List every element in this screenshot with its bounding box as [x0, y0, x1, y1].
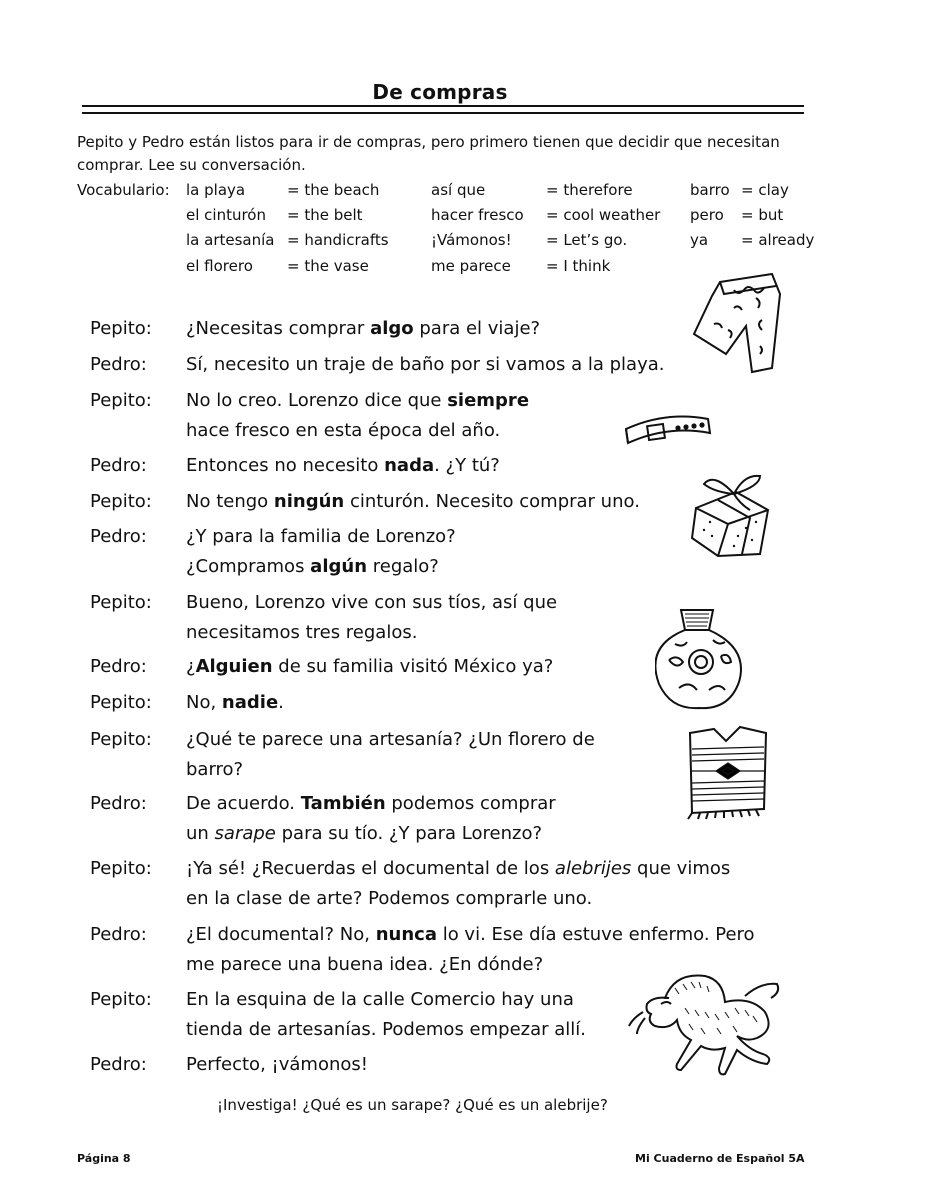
dialogue-line: barro? — [186, 759, 244, 780]
dialogue-line: ¿El documental? No, nunca lo vi. Ese día estuve enfermo. Pero — [186, 924, 755, 945]
dialogue-line: ¿Qué te parece una artesanía? ¿Un florero de — [186, 729, 595, 750]
emphasis-word: nada — [384, 455, 435, 476]
emphasis-word: siempre — [447, 390, 530, 411]
dialogue-line: hace fresco en esta época del año. — [186, 420, 501, 441]
dialogue-line: en la clase de arte? Podemos comprarle uno. — [186, 888, 593, 909]
dialogue-line: Perfecto, ¡vámonos! — [186, 1054, 368, 1075]
speaker-name: Pedro: — [90, 793, 147, 814]
speaker-name: Pepito: — [90, 989, 152, 1010]
speaker-name: Pedro: — [90, 526, 147, 547]
gift-icon — [690, 470, 772, 558]
dialogue-line: Sí, necesito un traje de baño por si vamos a la playa. — [186, 354, 665, 375]
title-rule-bottom — [82, 112, 804, 114]
speaker-name: Pedro: — [90, 1054, 147, 1075]
emphasis-word: ningún — [273, 491, 345, 512]
vocab-label: Vocabulario: — [77, 181, 170, 199]
emphasis-word: algún — [310, 556, 368, 577]
vocab-term: la playa — [186, 181, 246, 199]
vocab-meaning: = Let’s go. — [546, 231, 628, 249]
intro-paragraph: Pepito y Pedro están listos para ir de compras, pero primero tienen que decidir que necesitan comprar. Lee su conversación. — [77, 133, 780, 174]
vocab-meaning: = the vase — [287, 257, 369, 275]
belt-icon — [620, 413, 712, 453]
dialogue-line: De acuerdo. También podemos comprar — [186, 793, 556, 814]
dialogue-line: necesitamos tres regalos. — [186, 622, 418, 643]
dialogue-line: ¿Compramos algún regalo? — [186, 556, 439, 577]
vocab-meaning: = therefore — [546, 181, 633, 199]
emphasis-word: También — [300, 793, 386, 814]
emphasis-word: Alguien — [195, 656, 273, 677]
vocab-meaning: = cool weather — [546, 206, 661, 224]
dialogue-line: Bueno, Lorenzo vive con sus tíos, así que — [186, 592, 558, 613]
vocab-meaning: = already — [741, 231, 815, 249]
emphasis-word: algo — [370, 318, 414, 339]
title-rule-top — [82, 105, 804, 107]
speaker-name: Pedro: — [90, 924, 147, 945]
speaker-name: Pedro: — [90, 455, 147, 476]
investiga-prompt: ¡Investiga! ¿Qué es un sarape? ¿Qué es un alebrije? — [217, 1096, 608, 1114]
vocab-term: la artesanía — [186, 231, 275, 249]
dialogue-line: ¿Alguien de su familia visitó México ya? — [186, 656, 554, 677]
emphasis-word: nadie — [221, 692, 279, 713]
vocab-term: el florero — [186, 257, 253, 275]
speaker-name: Pedro: — [90, 656, 147, 677]
speaker-name: Pepito: — [90, 318, 152, 339]
dialogue-line: me parece una buena idea. ¿En dónde? — [186, 954, 544, 975]
italic-word: alebrijes — [554, 858, 632, 879]
vocab-term: ¡Vámonos! — [431, 231, 512, 249]
dialogue-line: No, nadie. — [186, 692, 284, 713]
dialogue-line: ¿Necesitas comprar algo para el viaje? — [186, 318, 541, 339]
footer-page-number: Página 8 — [77, 1152, 131, 1165]
vocab-meaning: = handicrafts — [287, 231, 389, 249]
vocab-meaning: = the belt — [287, 206, 363, 224]
speaker-name: Pepito: — [90, 729, 152, 750]
vocab-term: así que — [431, 181, 486, 199]
vocab-term: barro — [690, 181, 730, 199]
vocab-term: hacer fresco — [431, 206, 524, 224]
speaker-name: Pepito: — [90, 692, 152, 713]
speaker-name: Pedro: — [90, 354, 147, 375]
vocab-meaning: = the beach — [287, 181, 380, 199]
dialogue-line: ¡Ya sé! ¿Recuerdas el documental de los alebrijes que vimos — [186, 858, 731, 879]
emphasis-word: nunca — [375, 924, 437, 945]
vocab-term: el cinturón — [186, 206, 266, 224]
vocab-term: pero — [690, 206, 724, 224]
speaker-name: Pepito: — [90, 858, 152, 879]
sarape-icon — [686, 725, 772, 821]
vocab-meaning: = I think — [546, 257, 611, 275]
speaker-name: Pepito: — [90, 390, 152, 411]
speaker-name: Pepito: — [90, 592, 152, 613]
speaker-name: Pepito: — [90, 491, 152, 512]
vase-icon — [655, 604, 745, 714]
italic-word: sarape — [214, 823, 276, 844]
dialogue-line: un sarape para su tío. ¿Y para Lorenzo? — [186, 823, 543, 844]
dialogue-line: No lo creo. Lorenzo dice que siempre — [186, 390, 530, 411]
dialogue-line: No tengo ningún cinturón. Necesito comprar uno. — [186, 491, 640, 512]
vocab-term: ya — [690, 231, 709, 249]
vocab-term: me parece — [431, 257, 511, 275]
vocab-meaning: = but — [741, 206, 784, 224]
vocab-meaning: = clay — [741, 181, 789, 199]
footer-book-title: Mi Cuaderno de Español 5A — [635, 1152, 805, 1165]
dialogue-line: ¿Y para la familia de Lorenzo? — [186, 526, 456, 547]
page-title: De compras — [372, 80, 508, 104]
alebrije-icon — [625, 968, 785, 1078]
dialogue-line: En la esquina de la calle Comercio hay una — [186, 989, 574, 1010]
dialogue-line: tienda de artesanías. Podemos empezar allí. — [186, 1019, 587, 1040]
swim-trunks-icon — [690, 268, 785, 376]
dialogue-line: Entonces no necesito nada. ¿Y tú? — [186, 455, 500, 476]
